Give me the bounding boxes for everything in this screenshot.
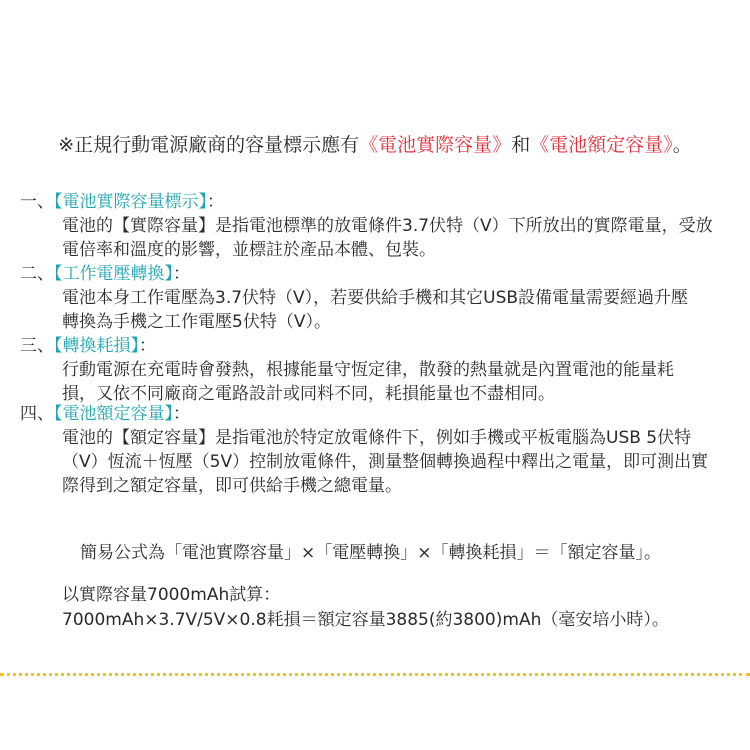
- simple-formula: 簡易公式為「電池實際容量」×「電壓轉換」×「轉換耗損」＝「額定容量」。: [80, 543, 661, 563]
- section-2-body: [62, 286, 722, 334]
- section-2-colon: ：: [173, 264, 190, 284]
- headline-suffix: 。: [672, 134, 692, 156]
- section-1-number: 一、: [20, 192, 54, 212]
- section-4-body: [62, 426, 722, 498]
- section-3-term: 【轉換耗損】: [54, 336, 139, 356]
- section-4-colon: ：: [173, 404, 190, 424]
- section-2-line-1: 電池本身工作電壓為3.7伏特（V），若要供給手機和其它USB設備電量需要經過升壓: [62, 288, 689, 308]
- calculation-title: 以實際容量7000mAh試算：: [62, 585, 281, 605]
- section-2-term: 【工作電壓轉換】: [54, 264, 173, 284]
- section-3-line-1: 行動電源在充電時會發熱，根據能量守恆定律，散發的熱量就是內置電池的能量耗: [62, 360, 674, 380]
- section-2-heading: [20, 262, 190, 286]
- section-2-line-2: 轉換為手機之工作電壓5伏特（V）。: [62, 312, 331, 332]
- headline-prefix: ※正規行動電源廠商的容量標示應有: [58, 134, 360, 156]
- section-4-heading: [20, 402, 190, 426]
- section-3-number: 三、: [20, 336, 54, 356]
- section-1-colon: ：: [207, 192, 224, 212]
- section-1-line-1: 電池的【實際容量】是指電池標準的放電條件3.7伏特（V）下所放出的實際電量，受放: [62, 216, 713, 236]
- dotted-divider: [0, 673, 750, 676]
- calculation-expression: 7000mAh×3.7V/5V×0.8耗損＝額定容量3885(約3800)mAh（毫安培小時）。: [62, 610, 669, 630]
- section-1-line-2: 電倍率和溫度的影響，並標註於產品本體、包裝。: [62, 240, 436, 260]
- section-2-number: 二、: [20, 264, 54, 284]
- section-1-heading: [20, 190, 224, 214]
- section-3-body: [62, 358, 722, 406]
- section-3-line-2: 損，又依不同廠商之電路設計或同料不同，耗損能量也不盡相同。: [62, 384, 555, 404]
- section-4-line-1: 電池的【額定容量】是指電池於特定放電條件下，例如手機或平板電腦為USB 5伏特: [62, 428, 692, 448]
- section-4-line-2: （V）恆流＋恆壓（5V）控制放電條件，測量整個轉換過程中釋出之電量，即可測出實: [62, 452, 709, 472]
- headline-joiner: 和: [511, 134, 531, 156]
- headline-highlight-actual-capacity: 《電池實際容量》: [359, 134, 512, 156]
- section-1-term: 【電池實際容量標示】: [54, 192, 207, 212]
- section-4-number: 四、: [20, 404, 54, 424]
- section-4-line-3: 際得到之額定容量，即可供給手機之總電量。: [62, 476, 402, 496]
- headline-highlight-rated-capacity: 《電池額定容量》: [530, 134, 673, 156]
- section-3-colon: ：: [139, 336, 156, 356]
- headline: [0, 130, 750, 160]
- section-4-term: 【電池額定容量】: [54, 404, 173, 424]
- section-1-body: [62, 214, 722, 262]
- section-3-heading: [20, 334, 156, 358]
